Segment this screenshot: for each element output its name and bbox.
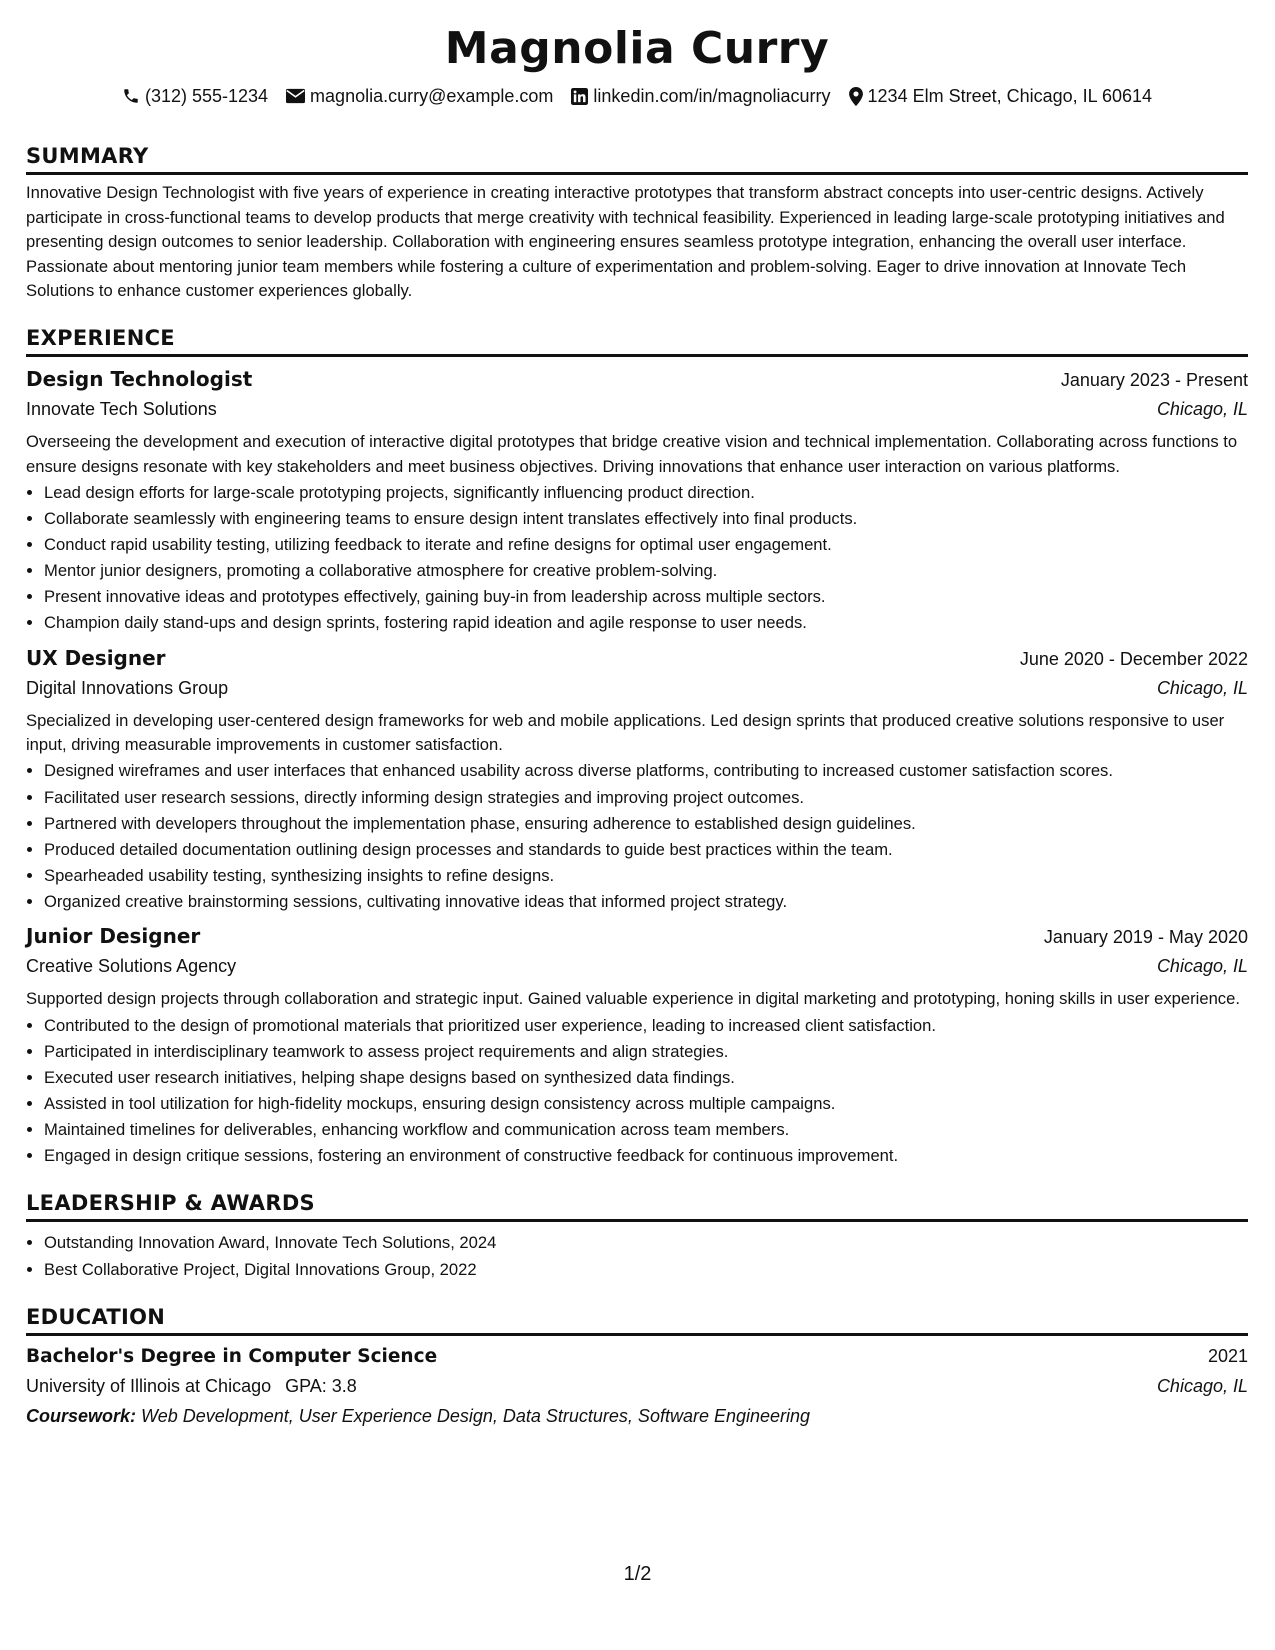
job-description: Specialized in developing user-centered design frameworks for web and mobile applications. Led design sprints that produced creative solutions responsive to user input, driving measurable improvements in customer satisfaction. xyxy=(26,710,1225,755)
contact-linkedin xyxy=(571,84,830,108)
award-item: • Best Collaborative Project, Digital Innovations Group, 2022 xyxy=(44,1257,1248,1283)
job-bullets xyxy=(26,1014,1248,1169)
experience-heading: EXPERIENCE xyxy=(26,326,1248,357)
gpa-value: GPA: 3.8 xyxy=(285,1376,357,1397)
bullet-item: • Mentor junior designers, promoting a collaborative atmosphere for creative problem-solving. xyxy=(44,559,1248,584)
phone-icon xyxy=(122,87,140,105)
award-item: • Outstanding Innovation Award, Innovate Tech Solutions, 2024 xyxy=(44,1230,1248,1256)
contact-phone xyxy=(122,84,268,108)
job-location: Chicago, IL xyxy=(1156,677,1248,698)
phone-text[interactable]: (312) 555-1234 xyxy=(144,86,269,106)
company-name: Creative Solutions Agency xyxy=(26,956,237,977)
job-title: Design Technologist xyxy=(26,366,253,391)
job-description: Overseeing the development and execution of interactive digital prototypes that bridge creative vision and technical implementation. Collaborating across functions to ensure designs resonate with key stakeholders and meet business objectives. Driving innovations that enhance user interaction on various platforms. xyxy=(26,431,1238,476)
bullet-item: • Facilitated user research sessions, directly informing design strategies and improving project outcomes. xyxy=(44,786,1248,811)
bullet-item: • Conduct rapid usability testing, utilizing feedback to iterate and refine designs for optimal user engagement. xyxy=(44,533,1248,558)
bullet-item: • Present innovative ideas and prototypes effectively, gaining buy-in from leadership across multiple sectors. xyxy=(44,585,1248,610)
job-entry xyxy=(26,922,1248,1168)
job-location: Chicago, IL xyxy=(1156,398,1248,419)
coursework-label: Coursework: xyxy=(26,1406,137,1427)
bullet-item: • Contributed to the design of promotional materials that prioritized user experience, leading to increased client satisfaction. xyxy=(44,1014,1248,1039)
education-heading: EDUCATION xyxy=(26,1305,1248,1336)
bullet-item: • Collaborate seamlessly with engineering teams to ensure design intent translates effectively into final products. xyxy=(44,507,1248,532)
bullet-item: • Executed user research initiatives, helping shape designs based on synthesized data findings. xyxy=(44,1066,1248,1091)
job-title: Junior Designer xyxy=(26,924,201,949)
page-number: 1/2 xyxy=(623,1563,652,1585)
bullet-item: • Lead design efforts for large-scale prototyping projects, significantly influencing product direction. xyxy=(44,481,1248,506)
contact-address xyxy=(849,84,1153,108)
bullet-item: • Produced detailed documentation outlining design processes and standards to guide best practices within the team. xyxy=(44,838,1248,863)
bullet-item: • Organized creative brainstorming sessions, cultivating innovative ideas that informed project strategy. xyxy=(44,890,1248,915)
coursework-list: Web Development, User Experience Design, Data Structures, Software Engineering xyxy=(141,1406,811,1427)
job-title: UX Designer xyxy=(26,645,166,670)
job-description: Supported design projects through collaboration and strategic input. Gained valuable experience in digital marketing and prototyping, honing skills in user experience. xyxy=(26,989,1240,1009)
awards-heading: LEADERSHIP & AWARDS xyxy=(26,1191,1248,1222)
school-name: University of Illinois at Chicago xyxy=(26,1376,272,1397)
job-location: Chicago, IL xyxy=(1156,956,1248,977)
school-line xyxy=(26,1371,357,1401)
bullet-item: • Designed wireframes and user interfaces that enhanced usability across diverse platforms, contributing to increased customer satisfaction scores. xyxy=(44,759,1248,784)
company-name: Innovate Tech Solutions xyxy=(26,398,217,419)
resume-page xyxy=(26,0,1248,1431)
bullet-item: • Maintained timelines for deliverables, enhancing workflow and communication across team members. xyxy=(44,1118,1248,1143)
bullet-item: • Participated in interdisciplinary teamwork to assess project requirements and align strategies. xyxy=(44,1040,1248,1065)
coursework-line xyxy=(26,1401,1248,1431)
awards-list xyxy=(26,1230,1248,1284)
job-bullets xyxy=(26,481,1248,636)
bullet-item: • Spearheaded usability testing, synthesizing insights to refine designs. xyxy=(44,864,1248,889)
bullet-item: • Assisted in tool utilization for high-fidelity mockups, ensuring design consistency across multiple campaigns. xyxy=(44,1092,1248,1117)
company-name: Digital Innovations Group xyxy=(26,677,229,698)
linkedin-icon xyxy=(571,88,588,105)
job-dates: January 2023 - Present xyxy=(1060,369,1248,390)
job-entry xyxy=(26,365,1248,636)
bullet-item: • Champion daily stand-ups and design sprints, fostering rapid ideation and agile response to user needs. xyxy=(44,611,1248,636)
job-entry xyxy=(26,644,1248,915)
school-location: Chicago, IL xyxy=(1156,1376,1248,1397)
contact-bar xyxy=(26,84,1248,108)
bullet-item: • Partnered with developers throughout the implementation phase, ensuring adherence to established design guidelines. xyxy=(44,812,1248,837)
linkedin-link[interactable]: linkedin.com/in/magnoliacurry xyxy=(593,86,831,106)
job-bullets xyxy=(26,759,1248,914)
graduation-year: 2021 xyxy=(1207,1346,1248,1367)
envelope-icon xyxy=(286,88,305,104)
email-link[interactable]: magnolia.curry@example.com xyxy=(310,86,554,106)
summary-heading: SUMMARY xyxy=(26,144,1248,175)
bullet-item: • Engaged in design critique sessions, fostering an environment of constructive feedback for continuous improvement. xyxy=(44,1144,1248,1169)
job-dates: June 2020 - December 2022 xyxy=(1019,648,1248,669)
address-text: 1234 Elm Street, Chicago, IL 60614 xyxy=(867,86,1153,106)
job-dates: January 2019 - May 2020 xyxy=(1043,927,1248,948)
map-pin-icon xyxy=(849,87,863,106)
contact-email xyxy=(286,84,553,108)
degree-name: Bachelor's Degree in Computer Science xyxy=(26,1346,438,1368)
summary-text: Innovative Design Technologist with five years of experience in creating interactive prototypes that transform abstract concepts into user-centric designs. Actively participate in cross-functional teams to develop products that merge creativity with technical feasibility. Experienced in leading large-scale prototyping initiatives and presenting design outcomes to senior leadership. Collaboration with engineering ensures seamless prototype integration, enhancing the overall user interface. Passionate about mentoring junior team members while fostering a culture of experimentation and problem-solving. Eager to drive innovation at Innovate Tech Solutions to enhance customer experiences globally. xyxy=(26,183,1225,301)
candidate-name: Magnolia Curry xyxy=(444,23,830,74)
education-entry xyxy=(26,1342,1248,1431)
